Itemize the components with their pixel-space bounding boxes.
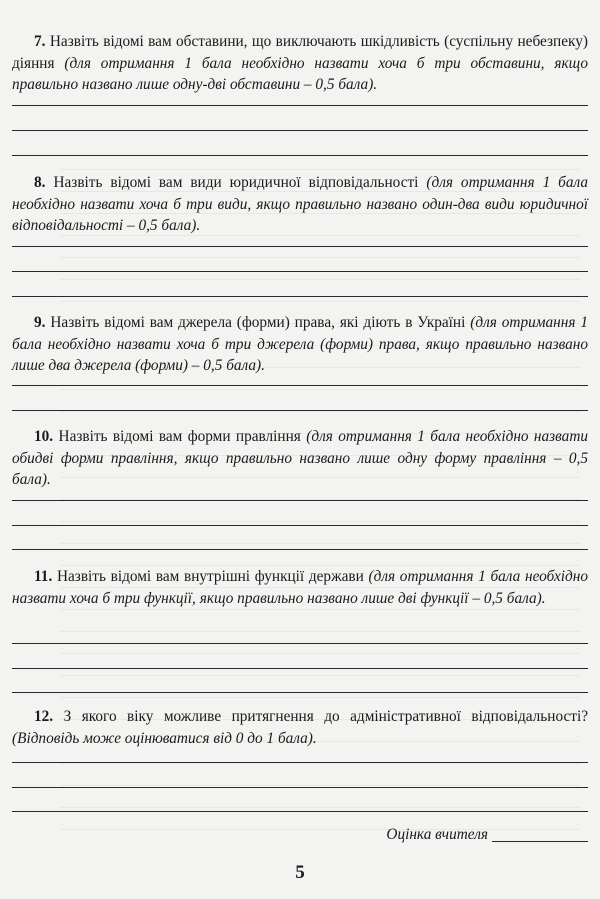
answer-line[interactable] xyxy=(12,410,588,411)
answer-line[interactable] xyxy=(12,811,588,812)
answer-line[interactable] xyxy=(12,130,588,131)
answer-line[interactable] xyxy=(12,296,588,297)
question-9: 9. Назвіть відомі вам джерела (форми) права, які діють в Україні (для отримання 1 бала необхідно назвати хоча б три джерела (форми) права, якщо правильно названо лише два джерела (форми) – 0,5 бала). xyxy=(12,314,588,374)
answer-line[interactable] xyxy=(12,271,588,272)
grade-field[interactable] xyxy=(492,841,588,842)
answer-line[interactable] xyxy=(12,105,588,106)
teacher-grade: Оцінка вчителя xyxy=(386,826,588,844)
question-7: 7. Назвіть відомі вам обставини, що виключають шкідливість (суспільну небезпеку) діяння (для отримання 1 бала необхідно назвати хоча б три обставини, якщо правильно названо лише одну-дві обставини – 0,5 бала). xyxy=(12,33,589,93)
question-11: 11. Назвіть відомі вам внутрішні функції держави (для отримання 1 бала необхідно назвати хоча б три функції, якщо правильно названо лише дві функції – 0,5 бала). xyxy=(12,568,588,607)
answer-line[interactable] xyxy=(12,787,588,788)
answer-line[interactable] xyxy=(12,246,588,247)
page-number: 5 xyxy=(295,862,305,883)
question-10: 10. Назвіть відомі вам форми правління (для отримання 1 бала необхідно назвати обидві форми правління, якщо правильно названо лише одну форму правління – 0,5 бала). xyxy=(12,428,589,488)
answer-line[interactable] xyxy=(12,549,588,550)
answer-line[interactable] xyxy=(12,155,588,156)
answer-line[interactable] xyxy=(12,668,588,669)
answer-line[interactable] xyxy=(12,762,588,763)
question-8: 8. Назвіть відомі вам види юридичної відповідальності (для отримання 1 бала необхідно назвати хоча б три види, якщо правильно названо один-два види юридичної відповідальності – 0,5 бала). xyxy=(12,174,589,234)
answer-line[interactable] xyxy=(12,385,588,386)
answer-line[interactable] xyxy=(12,500,588,501)
question-12: 12. З якого віку можливе притягнення до адміністративної відповідальності? (Відповідь може оцінюватися від 0 до 1 бала). xyxy=(12,708,589,747)
answer-line[interactable] xyxy=(12,692,588,693)
answer-line[interactable] xyxy=(12,643,588,644)
answer-line[interactable] xyxy=(12,525,588,526)
